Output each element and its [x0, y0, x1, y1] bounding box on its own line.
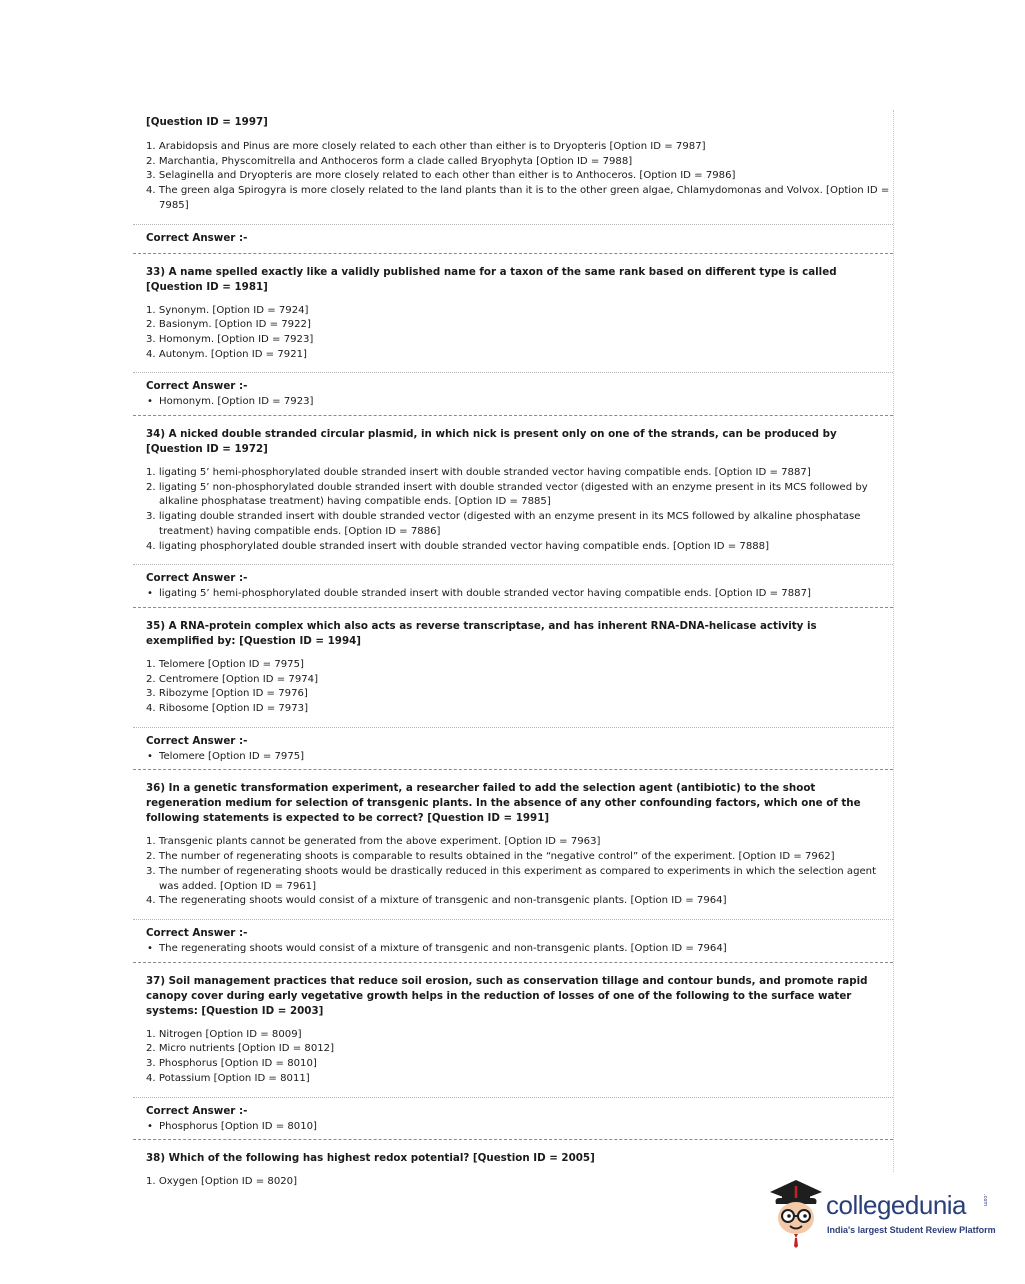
option: 1. Telomere [Option ID = 7975] — [146, 658, 304, 670]
option-list — [146, 304, 893, 363]
option-list — [146, 466, 893, 554]
correct-answer: • ligating 5’ hemi-phosphorylated double stranded insert with double stranded vector having compatible ends. [Option ID = 7887] — [146, 587, 893, 602]
answer-list — [146, 587, 893, 602]
question-heading: [Question ID = 1997] — [146, 116, 268, 128]
question-32 — [133, 110, 893, 214]
option: 4. Autonym. [Option ID = 7921] — [146, 348, 307, 360]
answer-36 — [133, 920, 893, 957]
answer-34 — [133, 565, 893, 602]
option: 3. Homonym. [Option ID = 7923] — [146, 333, 314, 345]
option: 4. Ribosome [Option ID = 7973] — [146, 703, 309, 715]
correct-answer: • Phosphorus [Option ID = 8010] — [146, 1120, 893, 1135]
mascot-icon — [766, 1178, 824, 1250]
answer-37 — [133, 1098, 893, 1135]
option: 2. Marchantia, Physcomitrella and Anthoceros form a clade called Bryophyta [Option ID = 7988] — [146, 155, 633, 167]
correct-answer-label: Correct Answer :- — [146, 734, 248, 747]
option: 4. Potassium [Option ID = 8011] — [146, 1072, 310, 1084]
question-paper — [133, 110, 894, 1188]
option-list — [146, 1028, 893, 1087]
option: 2. The number of regenerating shoots is comparable to results obtained in the “negative control” of the experiment. [Option ID = 7962] — [146, 851, 835, 863]
option: 2. ligating 5’ non-phosphorylated double stranded insert with double stranded vector (digested with an enzyme present in its MCS followed by alkaline phosphatase treatment) having compatible ends. [Option ID = 7885] — [146, 481, 868, 508]
logo-wordmark: collegedunia — [826, 1190, 967, 1220]
option-list — [146, 658, 893, 717]
correct-answer-label: Correct Answer :- — [146, 926, 248, 939]
question-heading: 36) In a genetic transformation experiment, a researcher failed to add the selection agent (antibiotic) to the shoot regeneration medium for selection of transgenic plants. In the absence of any other confounding factors, which one of the following statements is expected to be correct? [Question ID = 1991] — [146, 782, 861, 825]
logo-tagline: India's largest Student Review Platform — [827, 1225, 996, 1235]
option: 1. Transgenic plants cannot be generated from the above experiment. [Option ID = 7963] — [146, 836, 601, 848]
correct-answer: • Telomere [Option ID = 7975] — [146, 750, 893, 765]
option: 3. The number of regenerating shoots would be drastically reduced in this experiment as compared to experiments in which the selection agent was added. [Option ID = 7961] — [146, 865, 877, 892]
correct-answer-label: Correct Answer :- — [146, 231, 248, 244]
question-heading: 37) Soil management practices that reduce soil erosion, such as conservation tillage and contour bunds, and promote rapid canopy cover during early vegetative growth helps in the reduction of losses of one of the following to the surface water systems: [Question ID = 2003] — [146, 974, 868, 1017]
correct-answer-label: Correct Answer :- — [146, 1104, 248, 1117]
question-heading: 38) Which of the following has highest redox potential? [Question ID = 2005] — [146, 1152, 595, 1165]
question-34 — [133, 416, 893, 554]
answer-list — [146, 1120, 893, 1135]
logo-domain-suffix: .com — [982, 1194, 988, 1207]
option: 4. ligating phosphorylated double stranded insert with double stranded vector having compatible ends. [Option ID = 7888] — [146, 540, 770, 552]
option: 3. Ribozyme [Option ID = 7976] — [146, 688, 308, 700]
correct-answer-label: Correct Answer :- — [146, 380, 248, 393]
question-35 — [133, 608, 893, 717]
option: 3. Selaginella and Dryopteris are more closely related to each other than either is to Anthoceros. [Option ID = 7986] — [146, 170, 736, 182]
answer-32 — [133, 225, 893, 245]
question-heading: 33) A name spelled exactly like a validly published name for a taxon of the same rank based on different type is called [Question ID = 1981] — [146, 265, 837, 293]
correct-answer: • Homonym. [Option ID = 7923] — [146, 395, 893, 410]
option: 1. Synonym. [Option ID = 7924] — [146, 304, 309, 316]
answer-list — [146, 750, 893, 765]
option: 1. Arabidopsis and Pinus are more closely related to each other than either is to Dryopteris [Option ID = 7987] — [146, 141, 706, 152]
answer-list — [146, 395, 893, 410]
option-list — [146, 835, 893, 909]
option: 2. Micro nutrients [Option ID = 8012] — [146, 1043, 335, 1055]
option-list — [146, 140, 893, 214]
answer-list — [146, 942, 893, 957]
option: 3. ligating double stranded insert with double stranded vector (digested with an enzyme present in its MCS followed by alkaline phosphatase treatment) having compatible ends. [Option ID = 7886] — [146, 511, 861, 537]
option: 1. Nitrogen [Option ID = 8009] — [146, 1028, 302, 1040]
question-37 — [133, 963, 893, 1087]
answer-33 — [133, 373, 893, 410]
option: 2. Basionym. [Option ID = 7922] — [146, 319, 311, 331]
correct-answer: • The regenerating shoots would consist of a mixture of transgenic and non-transgenic plants. [Option ID = 7964] — [146, 942, 893, 957]
correct-answer-label: Correct Answer :- — [146, 572, 248, 585]
option: 3. Phosphorus [Option ID = 8010] — [146, 1058, 317, 1070]
question-heading: 34) A nicked double stranded circular plasmid, in which nick is present only on one of the strands, can be produced by [Question ID = 1972] — [146, 428, 837, 456]
option: 1. Oxygen [Option ID = 8020] — [146, 1176, 298, 1188]
question-33 — [133, 254, 893, 363]
question-36 — [133, 770, 893, 909]
option: 2. Centromere [Option ID = 7974] — [146, 673, 319, 685]
collegedunia-logo — [766, 1178, 996, 1250]
option: 4. The green alga Spirogyra is more closely related to the land plants than it is to the other green algae, Chlamydomonas and Volvox. [Option ID = 7985] — [146, 185, 890, 211]
option: 1. ligating 5’ hemi-phosphorylated double stranded insert with double stranded vector having compatible ends. [Option ID = 7887] — [146, 467, 811, 479]
option: 4. The regenerating shoots would consist of a mixture of transgenic and non-transgenic plants. [Option ID = 7964] — [146, 895, 727, 907]
question-heading: 35) A RNA-protein complex which also acts as reverse transcriptase, and has inherent RNA-DNA-helicase activity is exemplified by: [Question ID = 1994] — [146, 619, 817, 647]
answer-35 — [133, 728, 893, 765]
